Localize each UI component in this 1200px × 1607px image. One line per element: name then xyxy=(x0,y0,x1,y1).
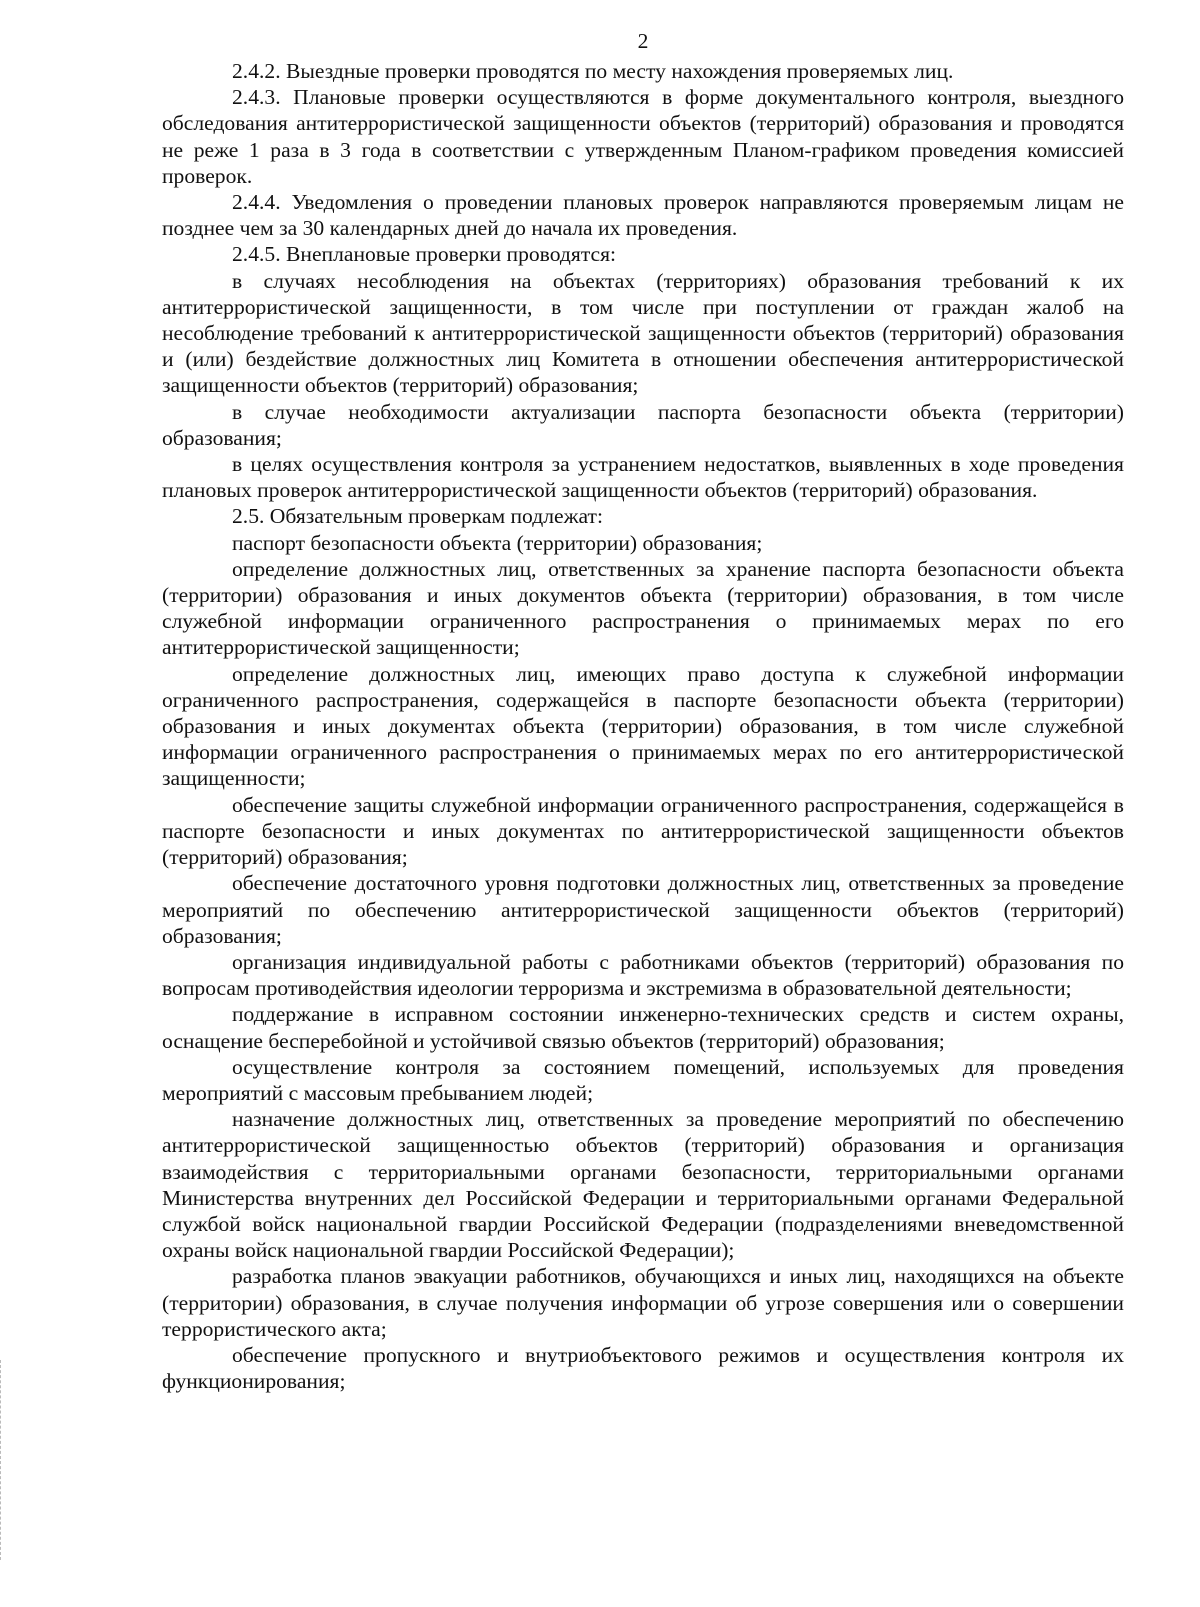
list-item-paragraph: назначение должностных лиц, ответственных за проведение мероприятий по обеспечению антитеррористической защищенностью объектов (территорий) образования и организация взаимодействия с территориальными органами безопасности, территориальными органами Министерства внутренних дел Российской Федерации и территориальными органами Федеральной службой войск национальной гвардии Российской Федерации (подразделениями вневедомственной охраны войск национальной гвардии Российской Федерации); xyxy=(162,1107,1124,1263)
page-number: 2 xyxy=(637,29,649,53)
list-item-paragraph: в случае необходимости актуализации паспорта безопасности объекта (территории) образования; xyxy=(162,399,1124,450)
paragraph-2-4-3: 2.4.3. Плановые проверки осуществляются в форме документального контроля, выездного обследования антитеррористической защищенности объектов (территорий) образования и проводятся не реже 1 раза в 3 года в соответствии с утвержденным Планом-графиком проведения комиссией проверок. xyxy=(162,85,1124,188)
list-item-paragraph: организация индивидуальной работы с работниками объектов (территорий) образования по вопросам противодействия идеологии терроризма и экстремизма в образовательной деятельности; xyxy=(162,949,1124,1001)
list-item-paragraph: обеспечение защиты служебной информации ограниченного распространения, содержащейся в паспорте безопасности и иных документах по антитеррористической защищенности объектов (территорий) образования; xyxy=(162,792,1124,870)
list-item-paragraph: определение должностных лиц, ответственных за хранение паспорта безопасности объекта (территории) образования и иных документов объекта (территории) образования, в том числе служебной информации ограниченного распространения о принимаемых мерах по его антитеррористической защищенности; xyxy=(162,556,1124,660)
list-item-paragraph: в целях осуществления контроля за устранением недостатков, выявленных в ходе проведения плановых проверок антитеррористической защищенности объектов (территорий) образования. xyxy=(162,452,1124,503)
list-item-paragraph: паспорт безопасности объекта (территории) образования; xyxy=(232,530,763,555)
list-item-paragraph: осуществление контроля за состоянием помещений, используемых для проведения мероприятий с массовым пребыванием людей; xyxy=(162,1054,1124,1105)
scan-edge-mark xyxy=(0,1360,3,1560)
list-item-paragraph: в случаях несоблюдения на объектах (территориях) образования требований к их антитеррористической защищенности, в том числе при поступлении от граждан жалоб на несоблюдение требований к антитеррористической защищенности объектов (территорий) образования и (или) бездействие должностных лиц Комитета в отношении обеспечения антитеррористической защищенности объектов (территорий) образования; xyxy=(162,268,1124,398)
list-item-paragraph: обеспечение достаточного уровня подготовки должностных лиц, ответственных за проведение мероприятий по обеспечению антитеррористической защищенности объектов (территорий) образования; xyxy=(162,871,1124,948)
document-page xyxy=(162,28,1124,1394)
list-item-paragraph: поддержание в исправном состоянии инженерно-технических средств и систем охраны, оснащение бесперебойной и устойчивой связью объектов (территорий) образования; xyxy=(162,1002,1124,1053)
list-item-paragraph: обеспечение пропускного и внутриобъектового режимов и осуществления контроля их функционирования; xyxy=(162,1342,1124,1394)
paragraph-2-4-4: 2.4.4. Уведомления о проведении плановых проверок направляются проверяемым лицам не позднее чем за 30 календарных дней до начала их проведения. xyxy=(162,190,1124,241)
list-item-paragraph: определение должностных лиц, имеющих право доступа к служебной информации ограниченного распространения, содержащейся в паспорте безопасности объекта (территории) образования и иных документах объекта (территории) образования, в том числе служебной информации ограниченного распространения о принимаемых мерах по его антитеррористической защищенности; xyxy=(162,661,1124,791)
paragraph-2-4-5: 2.4.5. Внеплановые проверки проводятся: xyxy=(232,242,617,267)
list-item-paragraph: разработка планов эвакуации работников, обучающихся и иных лиц, находящихся на объекте (территории) образования, в случае получения информации об угрозе совершения или о совершении террористического акта; xyxy=(162,1264,1124,1341)
paragraph-2-4-2: 2.4.2. Выездные проверки проводятся по месту нахождения проверяемых лиц. xyxy=(232,59,954,83)
paragraph-2-5: 2.5. Обязательным проверкам подлежат: xyxy=(232,504,603,529)
